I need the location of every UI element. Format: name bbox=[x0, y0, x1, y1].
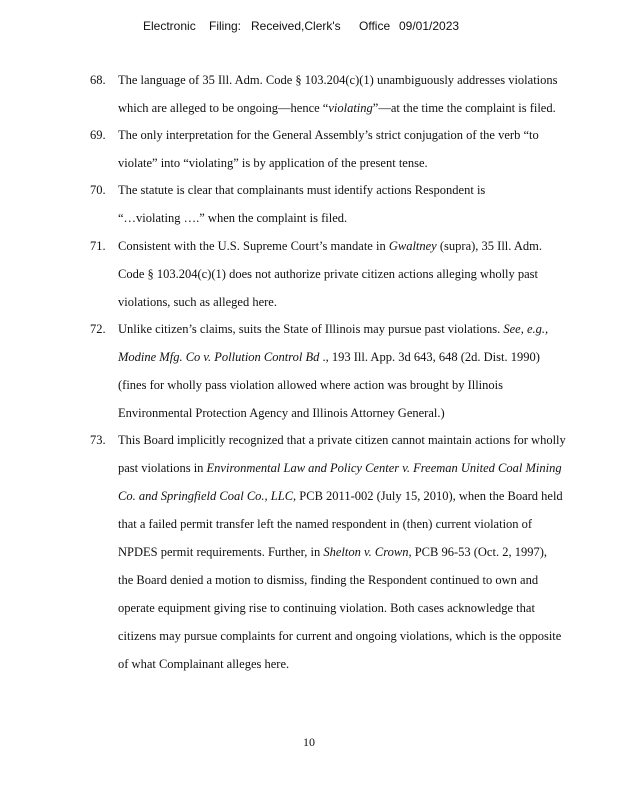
text-line bbox=[118, 399, 604, 427]
italic-citation: violating bbox=[328, 101, 373, 115]
text-line bbox=[118, 204, 604, 232]
text-line bbox=[118, 510, 604, 538]
paragraph-text bbox=[118, 176, 604, 232]
text-segment: (fines for wholly pass violation allowed where action was brought by Illinois bbox=[118, 378, 503, 392]
text-segment: The language of 35 Ill. Adm. Code § 103.204(c)(1) unambiguously addresses violations bbox=[118, 73, 558, 87]
text-line bbox=[118, 371, 604, 399]
paragraph-number: 68. bbox=[90, 73, 106, 87]
filing-header bbox=[143, 19, 459, 33]
text-line bbox=[118, 482, 604, 510]
text-segment: ”—at the time the complaint is filed. bbox=[372, 101, 556, 115]
italic-citation: See, e.g., bbox=[503, 322, 549, 336]
header-filing: Filing: bbox=[209, 19, 242, 33]
text-segment: Environmental Protection Agency and Illinois Attorney General.) bbox=[118, 406, 445, 420]
italic-citation: Shelton v. Crown, bbox=[323, 545, 412, 559]
text-segment: the Board denied a motion to dismiss, finding the Respondent continued to own and bbox=[118, 573, 539, 587]
text-segment: This Board implicitly recognized that a private citizen cannot maintain actions for wholly bbox=[118, 433, 566, 447]
text-line bbox=[118, 650, 604, 678]
header-date: 09/01/2023 bbox=[399, 19, 460, 33]
italic-citation: Environmental Law and Policy Center v. Freeman United Coal Mining bbox=[206, 461, 562, 475]
text-segment: of what Complainant alleges here. bbox=[118, 657, 290, 671]
page-number: 10 bbox=[303, 735, 315, 749]
text-segment: Unlike citizen’s claims, suits the State of Illinois may pursue past violations. bbox=[118, 322, 504, 336]
text-segment: PCB 2011-002 (July 15, 2010), when the Board held bbox=[296, 489, 563, 503]
text-line bbox=[118, 594, 604, 622]
text-line bbox=[118, 426, 604, 454]
text-segment: The statute is clear that complainants must identify actions Respondent is bbox=[118, 183, 486, 197]
text-segment: that a failed permit transfer left the named respondent in (then) current violation of bbox=[118, 517, 533, 531]
text-line bbox=[118, 454, 604, 482]
text-segment: (supra), 35 Ill. Adm. bbox=[436, 239, 542, 253]
paragraph-text bbox=[118, 426, 604, 678]
header-electronic: Electronic bbox=[143, 19, 196, 33]
header-office: Office bbox=[359, 19, 391, 33]
paragraph-number: 72. bbox=[90, 322, 106, 336]
text-line bbox=[118, 232, 604, 260]
text-segment: Consistent with the U.S. Supreme Court’s mandate in bbox=[118, 239, 389, 253]
italic-citation: Modine Mfg. Co v. Pollution Control Bd bbox=[118, 350, 320, 364]
text-segment: operate equipment giving rise to continuing violation. Both cases acknowledge that bbox=[118, 601, 535, 615]
text-segment: past violations in bbox=[118, 461, 207, 475]
text-segment: PCB 96-53 (Oct. 2, 1997), bbox=[411, 545, 547, 559]
text-line bbox=[118, 260, 604, 288]
paragraph-text bbox=[118, 121, 604, 177]
paragraph-text bbox=[118, 66, 604, 122]
text-line bbox=[118, 566, 604, 594]
text-line bbox=[118, 538, 604, 566]
text-line bbox=[118, 176, 604, 204]
paragraph-number: 71. bbox=[90, 239, 106, 253]
paragraph-text bbox=[118, 315, 604, 427]
italic-citation: Gwaltney bbox=[388, 239, 437, 253]
text-segment: “…violating ….” when the complaint is filed. bbox=[118, 211, 348, 225]
text-line bbox=[118, 121, 604, 149]
text-segment: The only interpretation for the General Assembly’s strict conjugation of the verb “to bbox=[118, 128, 539, 142]
paragraph-text bbox=[118, 232, 604, 316]
text-line bbox=[118, 315, 604, 343]
text-line bbox=[118, 622, 604, 650]
text-segment: citizens may pursue complaints for current and ongoing violations, which is the opposite bbox=[118, 629, 562, 643]
text-segment: Code § 103.204(c)(1) does not authorize private citizen actions alleging wholly past bbox=[118, 267, 539, 281]
text-line bbox=[118, 149, 604, 177]
header-received: Received,Clerk's bbox=[251, 19, 341, 33]
paragraph-number: 73. bbox=[90, 433, 106, 447]
text-segment: NPDES permit requirements. Further, in bbox=[118, 545, 324, 559]
text-line bbox=[118, 66, 604, 94]
italic-citation: Co. and Springfield Coal Co., LLC, bbox=[118, 489, 297, 503]
text-line bbox=[118, 288, 604, 316]
text-line bbox=[118, 94, 604, 122]
text-line bbox=[118, 343, 604, 371]
text-segment: violate” into “violating” is by application of the present tense. bbox=[118, 156, 428, 170]
text-segment: ., 193 Ill. App. 3d 643, 648 (2d. Dist. 1990) bbox=[319, 350, 540, 364]
paragraph-number: 69. bbox=[90, 128, 106, 142]
text-segment: violations, such as alleged here. bbox=[118, 295, 277, 309]
paragraph-number: 70. bbox=[90, 183, 106, 197]
text-segment: which are alleged to be ongoing—hence “ bbox=[118, 101, 329, 115]
